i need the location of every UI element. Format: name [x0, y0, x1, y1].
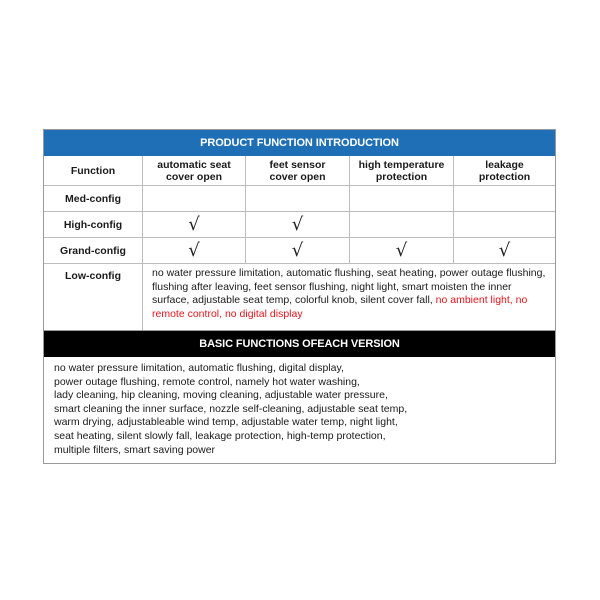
row-label: Grand-config — [44, 238, 143, 264]
low-config-missing-features: no ambient light, no remote control, no digital display — [152, 294, 528, 320]
feature-cell — [246, 186, 350, 212]
header-high-temperature-protection: high temperature protection — [350, 156, 454, 186]
basic-functions-title: BASIC FUNCTIONS OFEACH VERSION — [44, 330, 555, 357]
basic-function-line: warm drying, adjustableable wind temp, adjustable water temp, night light, — [54, 416, 398, 429]
feature-cell — [143, 186, 246, 212]
header-function: Function — [44, 156, 143, 186]
function-table — [44, 156, 555, 264]
check-mark-icon: √ — [498, 239, 511, 261]
header-feet-sensor-cover-open: feet sensor cover open — [246, 156, 350, 186]
header-leakage-protection: leakage protection — [454, 156, 555, 186]
feature-cell — [350, 186, 454, 212]
basic-function-line: no water pressure limitation, automatic flushing, digital display, — [54, 362, 344, 374]
basic-function-line: multiple filters, smart saving power — [54, 443, 216, 456]
low-config-description — [143, 264, 555, 330]
check-mark-icon: √ — [291, 239, 304, 261]
feature-cell — [454, 186, 555, 212]
row-label: Med-config — [44, 186, 143, 212]
feature-cell — [143, 212, 246, 238]
check-mark-icon: √ — [395, 239, 408, 261]
check-mark-icon: √ — [188, 213, 200, 235]
header-automatic-seat-cover-open: automatic seat cover open — [143, 156, 246, 186]
feature-cell — [350, 238, 454, 264]
feature-cell — [454, 212, 555, 238]
basic-function-line: smart cleaning the inner surface, nozzle self-cleaning, adjustable seat temp, — [54, 402, 408, 415]
basic-functions-list — [44, 357, 555, 463]
check-mark-icon: √ — [188, 239, 200, 261]
feature-cell — [246, 238, 350, 264]
feature-cell — [143, 238, 246, 264]
low-config-label: Low-config — [44, 264, 143, 330]
basic-function-line: power outage flushing, remote control, namely hot water washing, — [54, 375, 360, 388]
product-function-title: PRODUCT FUNCTION INTRODUCTION — [44, 130, 555, 156]
low-config-text: no water pressure limitation, automatic flushing, seat heating, power outage flushing, flushing after leaving, feet sensor flushing, night light, smart moisten the inner surface, adjustable seat temp, colorful knob, silent cover fall, — [152, 267, 546, 307]
feature-cell — [454, 238, 555, 264]
basic-function-line: seat heating, silent slowly fall, leakage protection, high-temp protection, — [54, 429, 386, 442]
row-label: High-config — [44, 212, 143, 238]
feature-cell — [350, 212, 454, 238]
basic-function-line: lady cleaning, hip cleaning, moving cleaning, adjustable water pressure, — [54, 389, 388, 402]
product-function-panel — [43, 129, 556, 464]
check-mark-icon: √ — [291, 213, 304, 235]
low-config-row — [44, 264, 555, 330]
feature-cell — [246, 212, 350, 238]
